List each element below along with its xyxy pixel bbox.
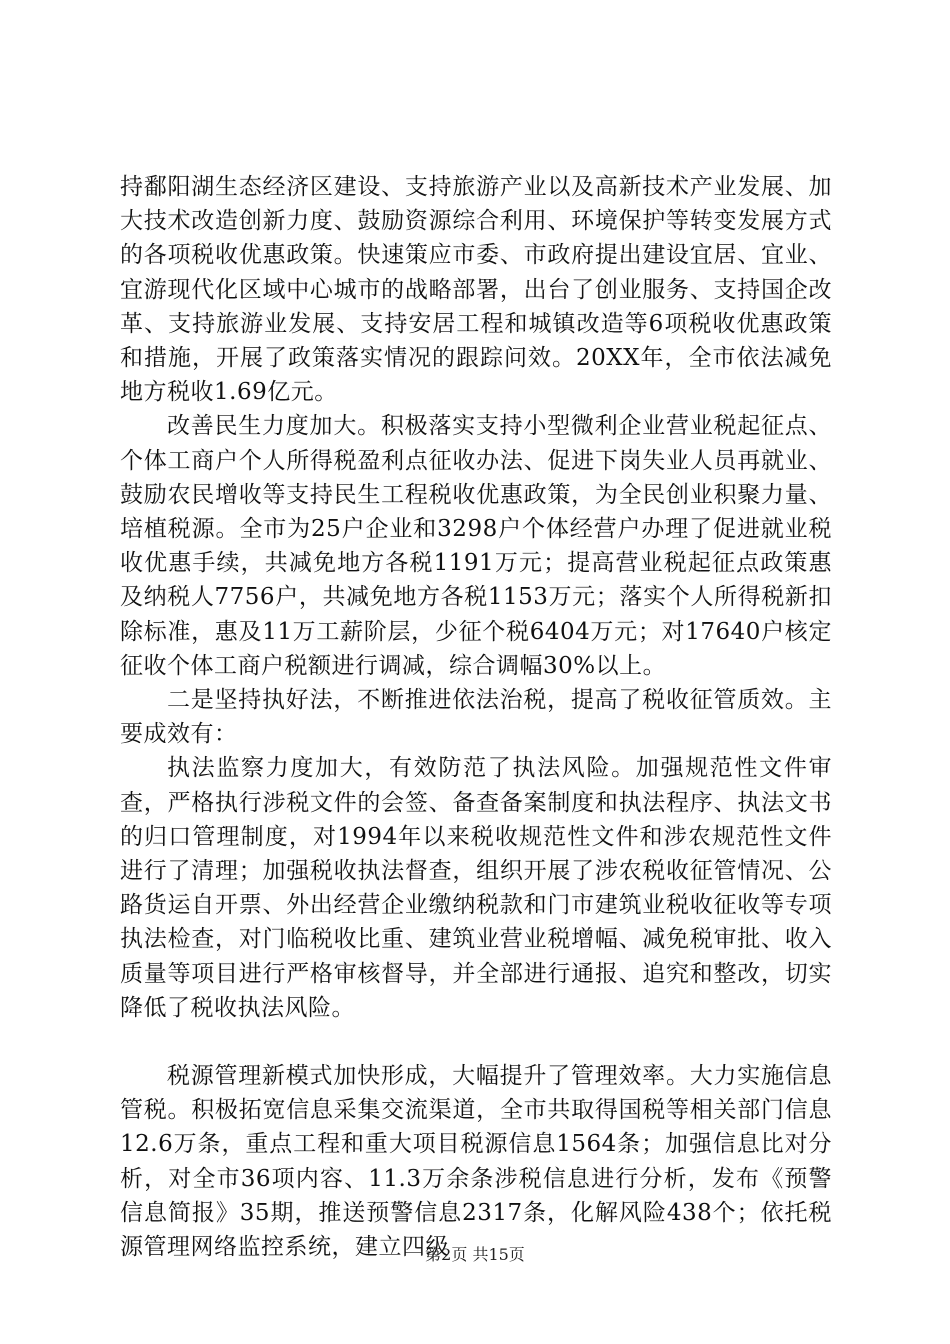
- paragraph-section-two-heading: 二是坚持执好法，不断推进依法治税，提高了税收征管质效。主要成效有：: [120, 687, 832, 748]
- paragraph-livelihood: 改善民生力度加大。积极落实支持小型微利企业营业税起征点、个体工商户个人所得税盈利点征收办法、促进下岗失业人员再就业、鼓励农民增收等支持民生工程税收优惠政策，为全民创业积聚力量、培植税源。全市为25户企业和3298户个体经营户办理了促进就业税收优惠手续，共减免地方各税1191万元；提高营业税起征点政策惠及纳税人7756户，共减免地方各税1153万元；落实个人所得税新扣除标准，惠及11万工薪阶层，少征个税6404万元；对17640户核定征收个体工商户税额进行调减，综合调幅30%以上。: [120, 413, 832, 679]
- paragraph-tax-source-management: 税源管理新模式加快形成，大幅提升了管理效率。大力实施信息管税。积极拓宽信息采集交流渠道，全市共取得国税等相关部门信息12.6万条，重点工程和重大项目税源信息1564条；加强信息比对分析，对全市36项内容、11.3万余条涉税信息进行分析，发布《预警信息简报》35期，推送预警信息2317条，化解风险438个；依托税源管理网络监控系统，建立四级: [120, 1063, 832, 1261]
- paragraph-enforcement: 执法监察力度加大，有效防范了执法风险。加强规范性文件审查，严格执行涉税文件的会签、备查备案制度和执法程序、执法文书的归口管理制度，对1994年以来税收规范性文件和涉农规范性文件进行了清理；加强税收执法督查，组织开展了涉农税收征管情况、公路货运自开票、外出经营企业缴纳税款和门市建筑业税收征收等专项执法检查，对门临税收比重、建筑业营业税增幅、减免税审批、收入质量等项目进行严格审核督导，并全部进行通报、追究和整改，切实降低了税收执法风险。: [120, 755, 832, 1021]
- document-body: [120, 170, 832, 1264]
- page-number-footer: 第2页 共15页: [425, 1245, 525, 1264]
- paragraph-continuation: 持鄱阳湖生态经济区建设、支持旅游产业以及高新技术产业发展、加大技术改造创新力度、鼓励资源综合利用、环境保护等转变发展方式的各项税收优惠政策。快速策应市委、市政府提出建设宜居、宜业、宜游现代化区域中心城市的战略部署，出台了创业服务、支持国企改革、支持旅游业发展、支持安居工程和城镇改造等6项税收优惠政策和措施，开展了政策落实情况的跟踪问效。20XX年，全市依法减免地方税收1.69亿元。: [120, 174, 832, 406]
- paragraph-spacer: [120, 1025, 832, 1059]
